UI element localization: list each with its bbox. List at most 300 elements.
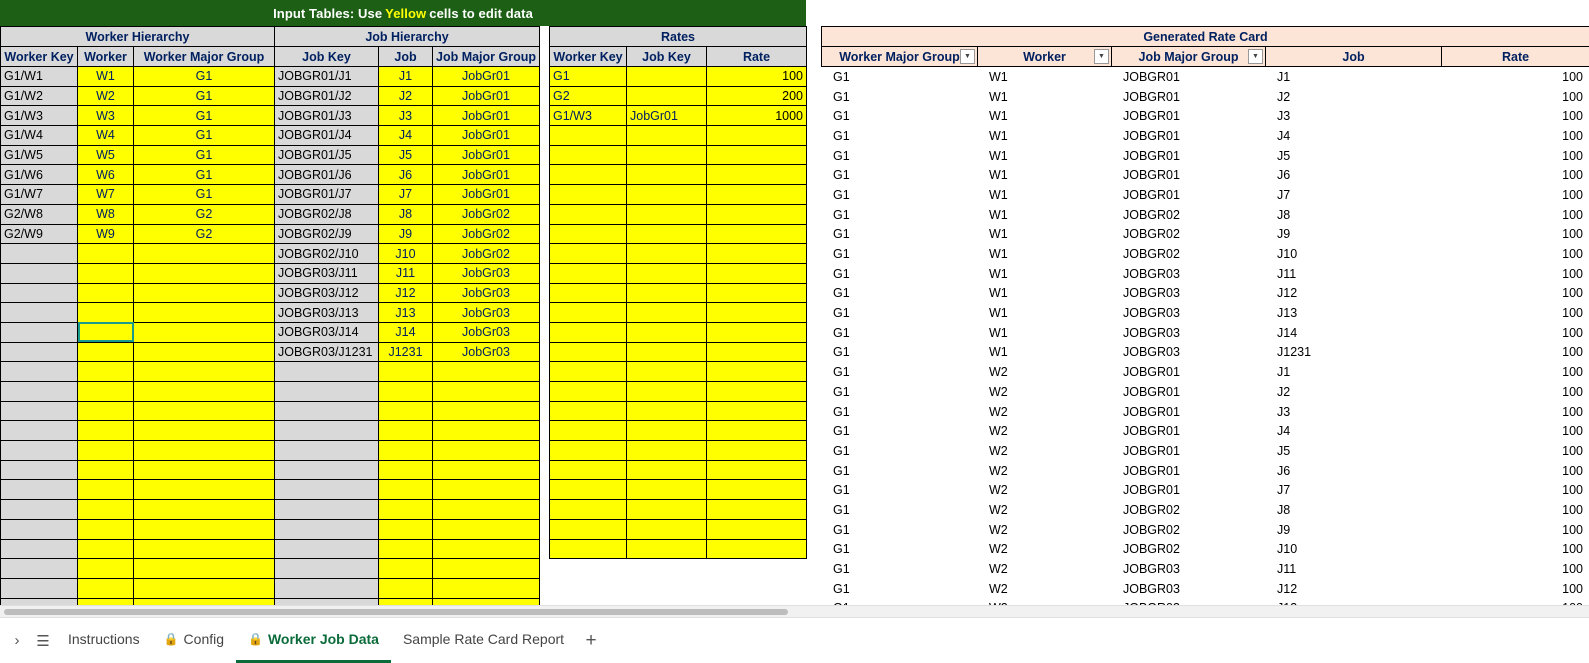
table-cell[interactable]: J11: [379, 263, 433, 283]
table-cell[interactable]: W1: [977, 264, 1111, 284]
table-row[interactable]: [821, 165, 1589, 185]
table-cell[interactable]: [707, 126, 807, 146]
table-cell[interactable]: JOBGR01: [1111, 146, 1265, 166]
table-cell[interactable]: J9: [1265, 520, 1441, 540]
table-cell[interactable]: [379, 539, 433, 559]
table-cell[interactable]: G1: [821, 480, 977, 500]
worker-hierarchy-body[interactable]: [1, 67, 275, 618]
table-cell[interactable]: J9: [379, 224, 433, 244]
table-cell[interactable]: J7: [379, 185, 433, 205]
table-row[interactable]: [1, 401, 275, 421]
table-cell[interactable]: J3: [1265, 402, 1441, 422]
table-cell[interactable]: JOBGR01: [1111, 106, 1265, 126]
table-cell[interactable]: W2: [977, 402, 1111, 422]
table-cell[interactable]: [1, 460, 78, 480]
table-cell[interactable]: [550, 362, 627, 382]
table-cell[interactable]: JOBGR01: [1111, 421, 1265, 441]
table-row[interactable]: [821, 323, 1589, 343]
table-cell[interactable]: [379, 362, 433, 382]
table-cell[interactable]: J14: [379, 322, 433, 342]
table-cell[interactable]: J13: [379, 303, 433, 323]
table-cell[interactable]: 100: [1441, 382, 1589, 402]
table-row[interactable]: [550, 401, 807, 421]
table-cell[interactable]: [134, 283, 275, 303]
table-cell[interactable]: JOBGR02: [1111, 205, 1265, 225]
table-cell[interactable]: [1, 382, 78, 402]
job-hierarchy-table[interactable]: [274, 26, 540, 618]
table-cell[interactable]: [275, 480, 379, 500]
table-row[interactable]: [1, 342, 275, 362]
table-cell[interactable]: G1: [134, 185, 275, 205]
table-row[interactable]: [275, 165, 540, 185]
table-row[interactable]: [275, 441, 540, 461]
table-cell[interactable]: 100: [1441, 520, 1589, 540]
table-cell[interactable]: J1: [1265, 67, 1441, 87]
table-row[interactable]: [550, 86, 807, 106]
table-cell[interactable]: G1: [821, 402, 977, 422]
table-row[interactable]: [821, 402, 1589, 422]
table-row[interactable]: [1, 519, 275, 539]
table-row[interactable]: [550, 145, 807, 165]
table-cell[interactable]: [134, 460, 275, 480]
table-cell[interactable]: [707, 303, 807, 323]
table-cell[interactable]: G2: [134, 224, 275, 244]
table-cell[interactable]: 1000: [707, 106, 807, 126]
table-cell[interactable]: [550, 441, 627, 461]
table-row[interactable]: [275, 480, 540, 500]
table-cell[interactable]: JobGr03: [433, 303, 540, 323]
table-cell[interactable]: JOBGR01/J4: [275, 126, 379, 146]
table-cell[interactable]: 100: [1441, 87, 1589, 107]
table-row[interactable]: [1, 578, 275, 598]
table-cell[interactable]: [550, 283, 627, 303]
table-cell[interactable]: [550, 224, 627, 244]
table-cell[interactable]: J11: [1265, 559, 1441, 579]
table-cell[interactable]: J8: [1265, 500, 1441, 520]
table-cell[interactable]: [627, 539, 707, 559]
table-cell[interactable]: [1, 480, 78, 500]
table-cell[interactable]: G1/W3: [1, 106, 78, 126]
table-cell[interactable]: G1: [134, 67, 275, 87]
table-row[interactable]: [821, 106, 1589, 126]
table-cell[interactable]: G1: [821, 87, 977, 107]
table-cell[interactable]: [550, 539, 627, 559]
table-cell[interactable]: [707, 460, 807, 480]
table-cell[interactable]: J5: [1265, 146, 1441, 166]
sheet-tabs[interactable]: [56, 619, 576, 663]
table-cell[interactable]: G1: [821, 126, 977, 146]
table-cell[interactable]: W2: [977, 382, 1111, 402]
table-cell[interactable]: J7: [1265, 480, 1441, 500]
table-cell[interactable]: J1: [379, 67, 433, 87]
table-cell[interactable]: W2: [977, 520, 1111, 540]
table-cell[interactable]: J4: [1265, 126, 1441, 146]
table-cell[interactable]: G1: [821, 244, 977, 264]
table-cell[interactable]: [627, 322, 707, 342]
table-cell[interactable]: [707, 382, 807, 402]
add-sheet-button[interactable]: +: [585, 629, 597, 651]
table-cell[interactable]: 100: [707, 67, 807, 87]
table-cell[interactable]: W9: [78, 224, 134, 244]
table-cell[interactable]: JobGr01: [433, 67, 540, 87]
table-row[interactable]: [275, 519, 540, 539]
table-cell[interactable]: [78, 283, 134, 303]
table-cell[interactable]: [627, 500, 707, 520]
table-row[interactable]: [821, 520, 1589, 540]
table-cell[interactable]: [550, 421, 627, 441]
table-row[interactable]: [275, 460, 540, 480]
generated-rate-card-body[interactable]: [821, 67, 1589, 618]
table-cell[interactable]: [433, 401, 540, 421]
table-cell[interactable]: 100: [1441, 284, 1589, 304]
table-row[interactable]: [1, 303, 275, 323]
table-row[interactable]: [1, 145, 275, 165]
table-cell[interactable]: [275, 519, 379, 539]
table-cell[interactable]: 100: [1441, 205, 1589, 225]
table-cell[interactable]: 100: [1441, 500, 1589, 520]
table-cell[interactable]: G1: [821, 165, 977, 185]
table-cell[interactable]: [550, 460, 627, 480]
table-cell[interactable]: G1: [821, 421, 977, 441]
table-row[interactable]: [821, 225, 1589, 245]
table-cell[interactable]: JOBGR02/J9: [275, 224, 379, 244]
table-row[interactable]: [1, 421, 275, 441]
table-cell[interactable]: J9: [1265, 225, 1441, 245]
table-cell[interactable]: [550, 519, 627, 539]
table-row[interactable]: [1, 500, 275, 520]
table-cell[interactable]: [627, 480, 707, 500]
table-cell[interactable]: JOBGR01: [1111, 402, 1265, 422]
sheet-tab-config[interactable]: [152, 619, 236, 663]
expand-sheets-icon[interactable]: ›: [14, 632, 20, 649]
table-row[interactable]: [821, 303, 1589, 323]
table-cell[interactable]: JobGr01: [433, 86, 540, 106]
table-cell[interactable]: [1, 244, 78, 264]
table-row[interactable]: [1, 283, 275, 303]
table-row[interactable]: [550, 204, 807, 224]
table-cell[interactable]: [707, 204, 807, 224]
table-cell[interactable]: J6: [379, 165, 433, 185]
table-cell[interactable]: [707, 244, 807, 264]
table-cell[interactable]: 100: [1441, 461, 1589, 481]
table-cell[interactable]: G1: [821, 225, 977, 245]
table-cell[interactable]: 100: [1441, 559, 1589, 579]
table-cell[interactable]: [134, 303, 275, 323]
table-cell[interactable]: [1, 559, 78, 579]
table-cell[interactable]: [627, 244, 707, 264]
table-row[interactable]: [1, 204, 275, 224]
table-cell[interactable]: [707, 165, 807, 185]
table-cell[interactable]: JOBGR01: [1111, 126, 1265, 146]
table-cell[interactable]: JOBGR02: [1111, 500, 1265, 520]
worker-hierarchy-table[interactable]: [0, 26, 275, 618]
table-cell[interactable]: [550, 322, 627, 342]
table-cell[interactable]: [379, 382, 433, 402]
table-cell[interactable]: [1, 578, 78, 598]
table-cell[interactable]: [134, 421, 275, 441]
table-row[interactable]: [1, 441, 275, 461]
table-cell[interactable]: JOBGR01: [1111, 382, 1265, 402]
table-row[interactable]: [550, 441, 807, 461]
table-cell[interactable]: JOBGR03: [1111, 284, 1265, 304]
table-cell[interactable]: W1: [977, 106, 1111, 126]
table-cell[interactable]: [134, 382, 275, 402]
table-row[interactable]: [550, 244, 807, 264]
table-cell[interactable]: [134, 559, 275, 579]
table-cell[interactable]: G1: [821, 500, 977, 520]
sheet-tab-instructions[interactable]: [56, 619, 152, 663]
table-cell[interactable]: W1: [977, 165, 1111, 185]
table-cell[interactable]: [1, 441, 78, 461]
table-cell[interactable]: JobGr01: [433, 145, 540, 165]
table-row[interactable]: [1, 382, 275, 402]
table-row[interactable]: [1, 106, 275, 126]
table-cell[interactable]: [78, 519, 134, 539]
table-cell[interactable]: [134, 244, 275, 264]
table-row[interactable]: [275, 382, 540, 402]
table-cell[interactable]: G1: [134, 165, 275, 185]
table-row[interactable]: [1, 244, 275, 264]
table-cell[interactable]: [550, 244, 627, 264]
table-row[interactable]: [550, 421, 807, 441]
table-row[interactable]: [821, 579, 1589, 599]
table-row[interactable]: [821, 205, 1589, 225]
table-cell[interactable]: [627, 401, 707, 421]
table-cell[interactable]: W1: [977, 284, 1111, 304]
table-row[interactable]: [275, 244, 540, 264]
table-cell[interactable]: [275, 539, 379, 559]
table-cell[interactable]: JobGr01: [433, 165, 540, 185]
table-cell[interactable]: G1/W4: [1, 126, 78, 146]
table-cell[interactable]: 100: [1441, 402, 1589, 422]
table-cell[interactable]: W7: [78, 185, 134, 205]
table-cell[interactable]: G1: [134, 145, 275, 165]
table-cell[interactable]: [627, 263, 707, 283]
table-cell[interactable]: JOBGR03: [1111, 343, 1265, 363]
table-cell[interactable]: 100: [1441, 421, 1589, 441]
table-cell[interactable]: JOBGR01/J2: [275, 86, 379, 106]
table-cell[interactable]: JOBGR01: [1111, 67, 1265, 87]
table-row[interactable]: [550, 342, 807, 362]
table-cell[interactable]: J10: [379, 244, 433, 264]
table-cell[interactable]: G1: [550, 67, 627, 87]
table-cell[interactable]: J10: [1265, 540, 1441, 560]
table-cell[interactable]: JOBGR03: [1111, 323, 1265, 343]
table-cell[interactable]: [433, 382, 540, 402]
table-row[interactable]: [821, 540, 1589, 560]
table-cell[interactable]: JOBGR03/J14: [275, 322, 379, 342]
table-row[interactable]: [275, 224, 540, 244]
table-cell[interactable]: JOBGR03: [1111, 559, 1265, 579]
table-cell[interactable]: [550, 500, 627, 520]
table-cell[interactable]: [550, 185, 627, 205]
table-row[interactable]: [821, 480, 1589, 500]
table-cell[interactable]: [627, 67, 707, 87]
table-cell[interactable]: [78, 382, 134, 402]
table-cell[interactable]: JOBGR02: [1111, 225, 1265, 245]
table-row[interactable]: [821, 559, 1589, 579]
table-cell[interactable]: [550, 263, 627, 283]
table-cell[interactable]: JobGr02: [433, 224, 540, 244]
table-cell[interactable]: [433, 421, 540, 441]
table-cell[interactable]: [134, 263, 275, 283]
table-cell[interactable]: J7: [1265, 185, 1441, 205]
table-cell[interactable]: [707, 342, 807, 362]
table-cell[interactable]: J1: [1265, 362, 1441, 382]
table-cell[interactable]: W2: [977, 362, 1111, 382]
table-cell[interactable]: J4: [1265, 421, 1441, 441]
rates-body[interactable]: [550, 67, 807, 559]
table-cell[interactable]: 100: [1441, 146, 1589, 166]
table-cell[interactable]: W1: [977, 225, 1111, 245]
table-cell[interactable]: [379, 441, 433, 461]
table-cell[interactable]: JOBGR03: [1111, 303, 1265, 323]
table-cell[interactable]: [707, 224, 807, 244]
table-row[interactable]: [275, 204, 540, 224]
table-row[interactable]: [550, 106, 807, 126]
table-cell[interactable]: 100: [1441, 441, 1589, 461]
table-cell[interactable]: G1: [821, 382, 977, 402]
table-cell[interactable]: JobGr02: [433, 244, 540, 264]
table-row[interactable]: [1, 165, 275, 185]
table-cell[interactable]: W1: [977, 323, 1111, 343]
table-cell[interactable]: [78, 421, 134, 441]
table-cell[interactable]: J6: [1265, 461, 1441, 481]
table-cell[interactable]: [78, 480, 134, 500]
table-cell[interactable]: [550, 303, 627, 323]
table-cell[interactable]: G1/W2: [1, 86, 78, 106]
sheet-tab-sample-rate-card-report[interactable]: [391, 619, 576, 663]
table-cell[interactable]: J6: [1265, 165, 1441, 185]
table-cell[interactable]: W1: [977, 205, 1111, 225]
table-cell[interactable]: [707, 185, 807, 205]
table-row[interactable]: [1, 67, 275, 87]
table-cell[interactable]: [78, 342, 134, 362]
table-cell[interactable]: G1: [821, 106, 977, 126]
table-row[interactable]: [550, 382, 807, 402]
table-cell[interactable]: W1: [78, 67, 134, 87]
table-cell[interactable]: [275, 559, 379, 579]
table-cell[interactable]: [134, 578, 275, 598]
table-cell[interactable]: [433, 539, 540, 559]
filter-dropdown-icon[interactable]: ▼: [1248, 49, 1263, 64]
table-cell[interactable]: G1: [821, 146, 977, 166]
table-cell[interactable]: W1: [977, 126, 1111, 146]
table-cell[interactable]: [78, 500, 134, 520]
table-cell[interactable]: G1: [821, 540, 977, 560]
table-cell[interactable]: [550, 401, 627, 421]
table-cell[interactable]: JOBGR01/J1: [275, 67, 379, 87]
table-cell[interactable]: JOBGR03/J1231: [275, 342, 379, 362]
table-cell[interactable]: J1231: [379, 342, 433, 362]
table-cell[interactable]: W1: [977, 343, 1111, 363]
table-cell[interactable]: G1: [821, 303, 977, 323]
table-cell[interactable]: [134, 342, 275, 362]
table-cell[interactable]: JobGr03: [433, 283, 540, 303]
table-cell[interactable]: 100: [1441, 540, 1589, 560]
table-cell[interactable]: [627, 362, 707, 382]
table-cell[interactable]: G1: [821, 441, 977, 461]
table-cell[interactable]: [78, 244, 134, 264]
table-cell[interactable]: [275, 460, 379, 480]
table-cell[interactable]: JOBGR01: [1111, 461, 1265, 481]
table-cell[interactable]: [707, 283, 807, 303]
table-row[interactable]: [550, 539, 807, 559]
table-cell[interactable]: G1: [134, 106, 275, 126]
table-cell[interactable]: W2: [977, 579, 1111, 599]
table-cell[interactable]: [134, 539, 275, 559]
table-cell[interactable]: JOBGR03/J12: [275, 283, 379, 303]
table-cell[interactable]: G1: [821, 185, 977, 205]
table-row[interactable]: [821, 461, 1589, 481]
table-cell[interactable]: [379, 559, 433, 579]
table-cell[interactable]: [627, 165, 707, 185]
sheet-tab-worker-job-data[interactable]: [236, 619, 391, 663]
table-cell[interactable]: 100: [1441, 323, 1589, 343]
table-cell[interactable]: J12: [1265, 284, 1441, 304]
table-cell[interactable]: 100: [1441, 165, 1589, 185]
table-row[interactable]: [1, 480, 275, 500]
table-cell[interactable]: 200: [707, 86, 807, 106]
table-cell[interactable]: J2: [1265, 87, 1441, 107]
table-cell[interactable]: [275, 578, 379, 598]
table-cell[interactable]: J5: [379, 145, 433, 165]
table-cell[interactable]: G1: [821, 343, 977, 363]
table-cell[interactable]: [78, 460, 134, 480]
table-cell[interactable]: G1: [134, 86, 275, 106]
table-cell[interactable]: W3: [78, 106, 134, 126]
table-cell[interactable]: W1: [977, 67, 1111, 87]
table-cell[interactable]: 100: [1441, 579, 1589, 599]
table-cell[interactable]: [433, 500, 540, 520]
table-cell[interactable]: [627, 382, 707, 402]
table-cell[interactable]: [78, 441, 134, 461]
table-cell[interactable]: W2: [977, 540, 1111, 560]
table-cell[interactable]: 100: [1441, 480, 1589, 500]
table-cell[interactable]: JOBGR01: [1111, 185, 1265, 205]
table-cell[interactable]: J2: [1265, 382, 1441, 402]
table-cell[interactable]: J10: [1265, 244, 1441, 264]
table-cell[interactable]: J5: [1265, 441, 1441, 461]
table-cell[interactable]: W2: [977, 421, 1111, 441]
table-row[interactable]: [275, 322, 540, 342]
table-cell[interactable]: [707, 480, 807, 500]
table-cell[interactable]: JOBGR02: [1111, 540, 1265, 560]
table-cell[interactable]: JOBGR01: [1111, 165, 1265, 185]
table-cell[interactable]: 100: [1441, 126, 1589, 146]
table-cell[interactable]: G1: [821, 264, 977, 284]
filter-dropdown-icon[interactable]: ▼: [960, 49, 975, 64]
table-row[interactable]: [1, 362, 275, 382]
horizontal-scrollbar[interactable]: [0, 605, 1589, 617]
table-cell[interactable]: G2/W9: [1, 224, 78, 244]
table-cell[interactable]: [627, 204, 707, 224]
table-cell[interactable]: [1, 539, 78, 559]
table-row[interactable]: [275, 263, 540, 283]
table-cell[interactable]: [134, 480, 275, 500]
table-cell[interactable]: [627, 421, 707, 441]
horizontal-scrollbar-thumb[interactable]: [4, 609, 788, 615]
table-cell[interactable]: JOBGR03: [1111, 579, 1265, 599]
table-cell[interactable]: [379, 460, 433, 480]
table-cell[interactable]: G1/W3: [550, 106, 627, 126]
table-cell[interactable]: [78, 559, 134, 579]
table-cell[interactable]: J13: [1265, 303, 1441, 323]
generated-rate-card-table[interactable]: [821, 67, 1589, 618]
table-row[interactable]: [821, 264, 1589, 284]
table-cell[interactable]: 100: [1441, 67, 1589, 87]
rate-card-rows-viewport[interactable]: [821, 67, 1589, 644]
